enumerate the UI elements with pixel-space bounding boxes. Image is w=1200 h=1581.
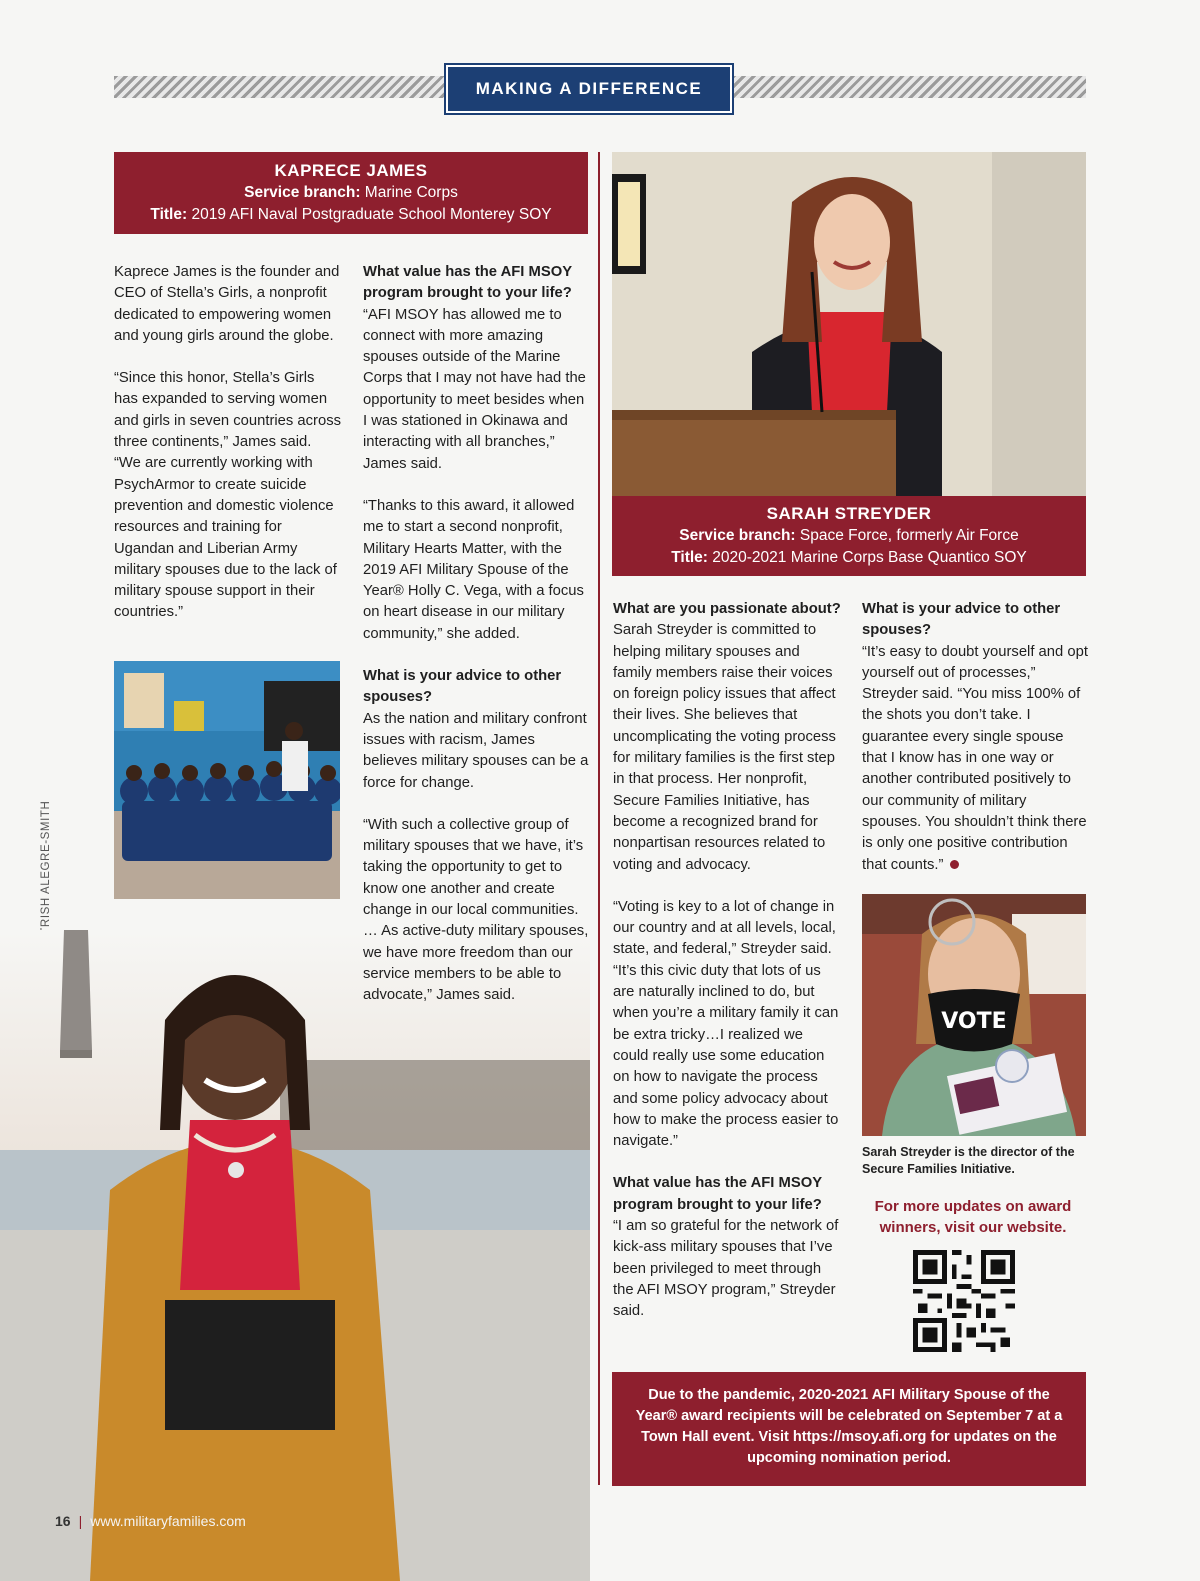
branch-label: Service branch:: [679, 527, 796, 544]
sarah-answer-passion-2: “Voting is key to a lot of change in our country and at all levels, local, state, and federal,” Streyder said. “It’s this civic duty that lots of us are naturally inclined to do, but when you’re a military family it can be extra tricky…I realized we could really use some education on how to navigate the process and some policy advocacy about how to make the process easier to navigate.”: [613, 898, 839, 1150]
sarah-header-box: [612, 496, 1086, 576]
kaprece-col1: [114, 262, 342, 645]
kaprece-answer-advice: As the nation and military confront issues with racism, James believes military spouses can be a force for change.: [363, 710, 589, 791]
page-number: 16: [55, 1513, 71, 1529]
sarah-col2: [862, 599, 1088, 876]
kaprece-answer-value-2: “Thanks to this award, it allowed me to start a second nonprofit, Military Hearts Matter, with the 2019 AFI Military Spouse of the Year® Holly C. Vega, with a focus on heart disease in our military community,” she added.: [363, 497, 584, 642]
column-divider: [598, 152, 600, 1485]
end-mark-icon: [950, 860, 959, 869]
header-stripe-left: [114, 76, 446, 98]
kaprece-portrait: [0, 930, 590, 1581]
vote-photo-caption: Sarah Streyder is the director of the Secure Families Initiative.: [862, 1145, 1075, 1176]
sarah-question-value: What value has the AFI MSOY program brought to your life?: [613, 1175, 822, 1213]
sarah-podium-photo: [612, 152, 1086, 496]
kaprece-question-advice: What is your advice to other spouses?: [363, 668, 562, 706]
sarah-answer-advice: [862, 642, 1088, 876]
kaprece-title-line: [114, 204, 588, 226]
sarah-question-advice: What is your advice to other spouses?: [862, 601, 1061, 639]
footer-separator: |: [78, 1513, 83, 1529]
pandemic-notice: Due to the pandemic, 2020-2021 AFI Military Spouse of the Year® award recipients will be celebrated on September 7 at a Town Hall event. Visit https://msoy.afi.org for updates on the upcoming nomination period.: [612, 1372, 1086, 1486]
sarah-title: 2020-2021 Marine Corps Base Quantico SOY: [712, 549, 1027, 566]
page-footer: [55, 1513, 246, 1529]
updates-callout: For more updates on award winners, visit our website.: [874, 1198, 1072, 1236]
sarah-branch-line: [612, 525, 1086, 547]
sarah-title-line: [612, 547, 1086, 569]
sarah-question-passion: What are you passionate about?: [613, 601, 841, 617]
sarah-answer-value: “I am so grateful for the network of kick-ass military spouses that I’ve been privileged to meet through the AFI MSOY program,” Streyder said.: [613, 1218, 839, 1320]
kaprece-answer-advice-2: “With such a collective group of military spouses that we have, it’s taking the opportunity to get to know one another and create change in our local communities. … As active-duty military spouses, we have more freedom than our service members to be able to advocate,” James said.: [363, 816, 589, 1004]
title-label: Title:: [150, 206, 188, 223]
sarah-name: SARAH STREYDER: [766, 504, 932, 523]
sarah-answer-advice-text: “It’s easy to doubt yourself and opt yourself out of processes,” Streyder said. “You miss 100% of the shots you don’t take. I guarantee every single spouse that I know has in one way or another contributed positively to our community of military spouses. You shouldn’t think there is only one positive contribution that counts.”: [862, 643, 1088, 873]
branch-label: Service branch:: [244, 184, 361, 201]
kaprece-intro: Kaprece James is the founder and CEO of Stella’s Girls, a nonprofit dedicated to empowering women and young girls around the globe.: [114, 264, 340, 344]
kaprece-header-box: [114, 152, 588, 234]
kaprece-name: KAPRECE JAMES: [274, 161, 428, 180]
kaprece-title: 2019 AFI Naval Postgraduate School Monterey SOY: [191, 206, 552, 223]
mask-vote-text: VOTE: [941, 1009, 1007, 1034]
classroom-photo: [114, 661, 340, 899]
kaprece-quote: “Since this honor, Stella’s Girls has expanded to serving women and girls in seven countries across three continents,” James said. “We are currently working with PsychArmor to create suicide prevention and domestic violence resources and training for Ugandan and Liberian Army military spouses due to the lack of military spouse support in their countries.”: [114, 370, 341, 621]
header-stripe-right: [732, 76, 1086, 98]
kaprece-answer-value: “AFI MSOY has allowed me to connect with more amazing spouses outside of the Marine Corps that I may not have had the opportunity to meet besides when I was stationed in Okinawa and interacting with all branches,” James said.: [363, 306, 586, 472]
kaprece-branch: Marine Corps: [364, 184, 458, 201]
kaprece-branch-line: [114, 182, 588, 204]
kaprece-question-value: What value has the AFI MSOY program brought to your life?: [363, 264, 572, 302]
footer-url[interactable]: www.militaryfamilies.com: [90, 1513, 246, 1529]
qr-code[interactable]: [913, 1250, 1015, 1352]
title-label: Title:: [671, 549, 708, 566]
sarah-answer-passion: Sarah Streyder is committed to helping military spouses and family members raise their voices on foreign policy issues that affect their lives. She believes that uncomplicating the voting process for military families is the first step in that process. Her nonprofit, Secure Families Initiative, has become a recognized brand for nonpartisan resources related to voting and advocacy.: [613, 622, 836, 873]
sarah-branch: Space Force, formerly Air Force: [799, 527, 1019, 544]
kaprece-col2: [363, 262, 591, 1028]
sarah-col1: [613, 599, 841, 1344]
section-banner: MAKING A DIFFERENCE: [446, 65, 732, 113]
sarah-vote-photo: [862, 894, 1086, 1136]
